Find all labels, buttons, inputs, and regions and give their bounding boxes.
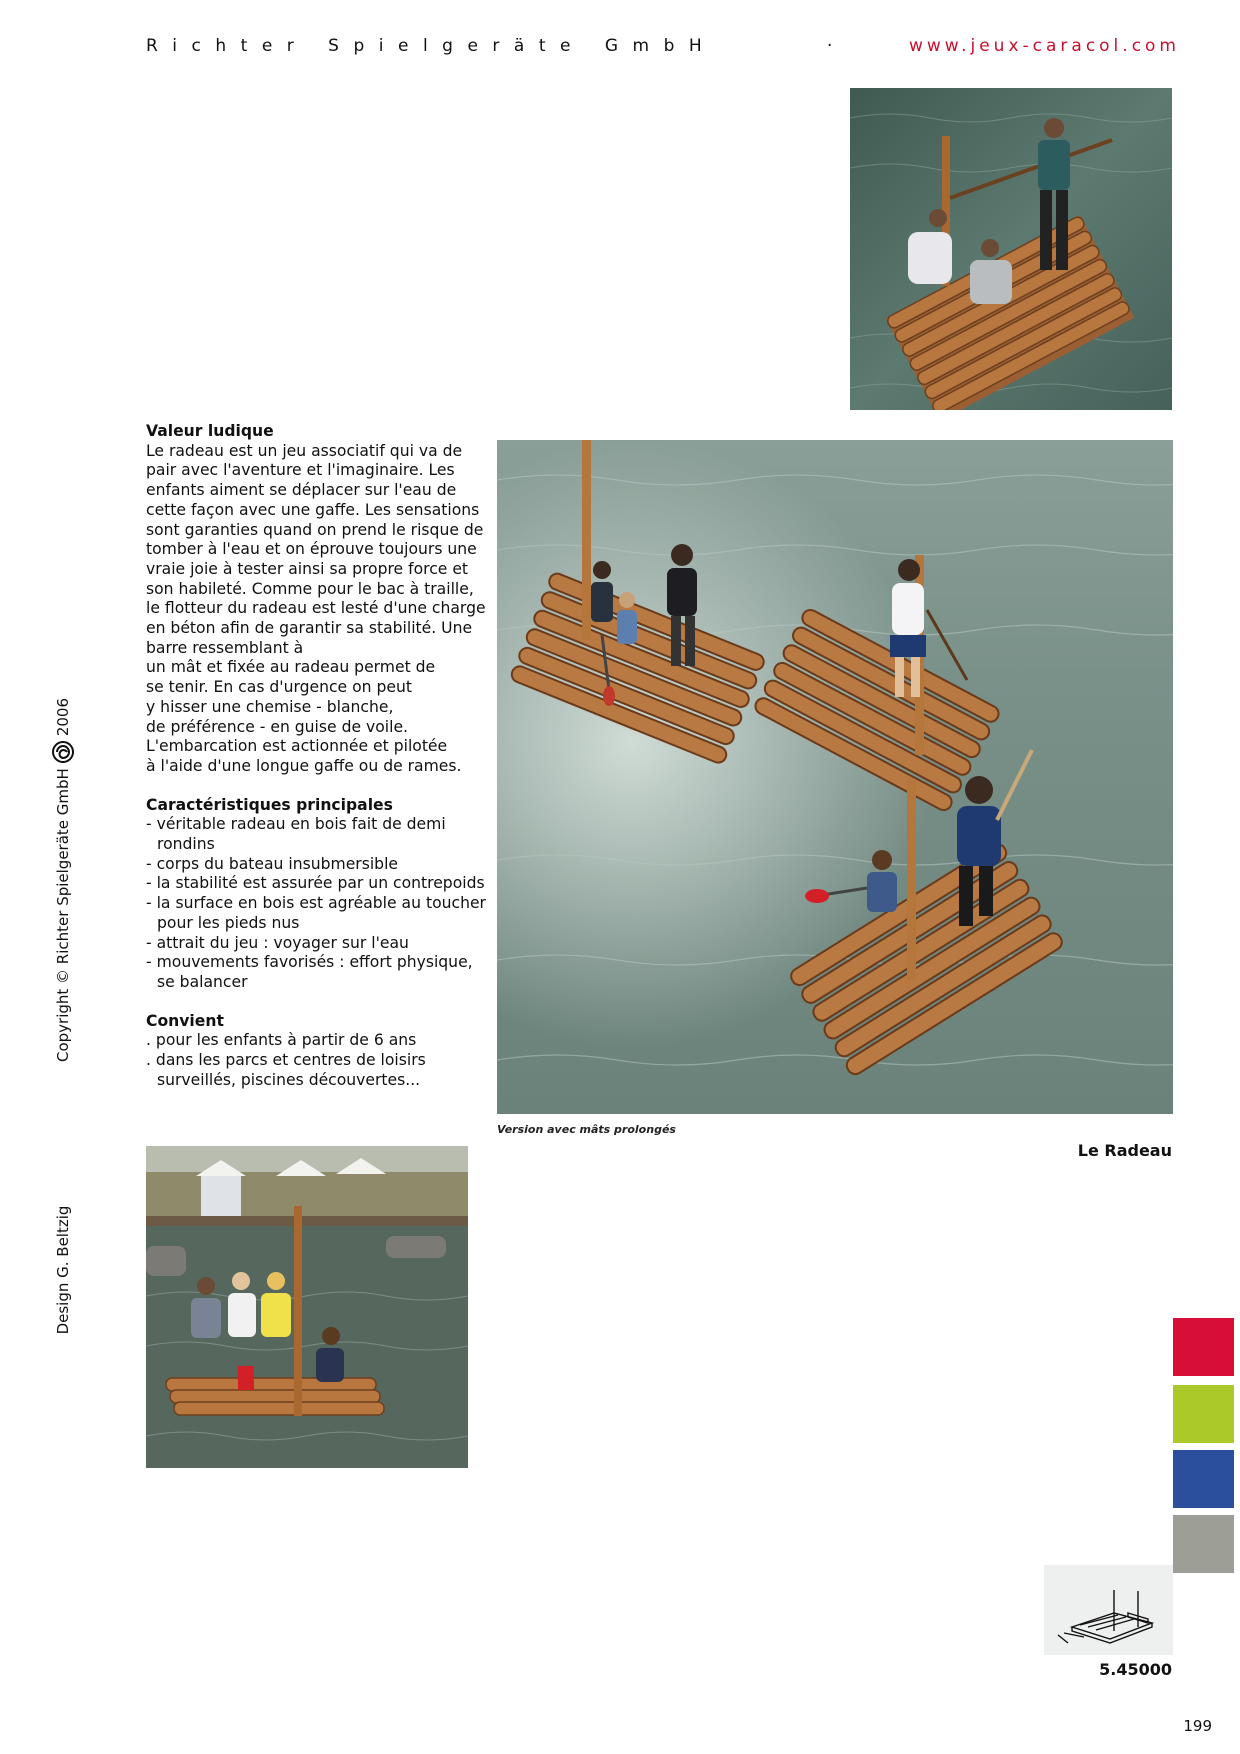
copyright-notice <box>52 698 74 1062</box>
raft-photo-top <box>850 88 1172 410</box>
valeur-heading: Valeur ludique <box>146 422 274 440</box>
raft-technical-drawing <box>1044 1565 1173 1655</box>
list-item: - attrait du jeu : voyager sur l'eau <box>146 934 486 954</box>
page-header <box>146 36 1180 60</box>
caracteristiques-heading: Caractéristiques principales <box>146 795 393 814</box>
color-tab-blue[interactable] <box>1173 1450 1234 1508</box>
color-tab-gray[interactable] <box>1173 1515 1234 1573</box>
convient-list <box>146 1031 486 1090</box>
header-website-link[interactable]: www.jeux-caracol.com <box>908 36 1180 56</box>
list-item: . dans les parcs et centres de loisirs surveillés, piscines découvertes... <box>146 1051 486 1090</box>
list-item: - mouvements favorisés : effort physique, se balancer <box>146 953 486 992</box>
product-title: Le Radeau <box>1077 1141 1172 1160</box>
copyright-year: 2006 <box>54 697 72 737</box>
raft-photo-bottom <box>146 1146 468 1468</box>
header-separator: · <box>827 36 833 56</box>
design-credit: Design G. Beltzig <box>54 1205 72 1335</box>
color-tab-red[interactable] <box>1173 1318 1234 1376</box>
list-item: . pour les enfants à partir de 6 ans <box>146 1031 486 1051</box>
photo-caption: Version avec mâts prolongés <box>497 1123 676 1136</box>
description-column <box>146 422 486 1110</box>
section-valeur-ludique <box>146 422 486 777</box>
page-number: 199 <box>1183 1717 1212 1735</box>
snail-logo-icon <box>52 741 74 763</box>
list-item: - véritable radeau en bois fait de demi rondins <box>146 815 486 854</box>
list-item: - la surface en bois est agréable au toucher pour les pieds nus <box>146 894 486 933</box>
product-code: 5.45000 <box>1099 1660 1172 1679</box>
section-caracteristiques <box>146 796 486 993</box>
caracteristiques-list <box>146 815 486 992</box>
section-convient <box>146 1012 486 1091</box>
raft-photo-main <box>497 440 1173 1114</box>
list-item: - la stabilité est assurée par un contrepoids <box>146 874 486 894</box>
valeur-body: Le radeau est un jeu associatif qui va de pair avec l'aventure et l'imaginaire. Les enfants aiment se déplacer sur l'eau de cette façon avec une gaffe. Les sensations sont garanties quand on prend le risque de tomber à l'eau et on éprouve toujours une vraie joie à tester ainsi sa propre force et son habileté. Comme pour le bac à traille, le flotteur du radeau est lesté d'une charge en béton afin de garantir sa stabilité. Une barre ressemblant à un mât et fixée au radeau permet de se tenir. En cas d'urgence on peut y hisser une chemise - blanche, de préférence - en guise de voile. L'embarcation est actionnée et pilotée à l'aide d'une longue gaffe ou de rames. <box>146 441 486 775</box>
header-company: Richter Spielgeräte GmbH <box>146 36 717 56</box>
convient-heading: Convient <box>146 1011 224 1030</box>
copyright-text: Copyright © Richter Spielgeräte GmbH <box>54 768 72 1063</box>
color-tab-green[interactable] <box>1173 1385 1234 1443</box>
list-item: - corps du bateau insubmersible <box>146 855 486 875</box>
